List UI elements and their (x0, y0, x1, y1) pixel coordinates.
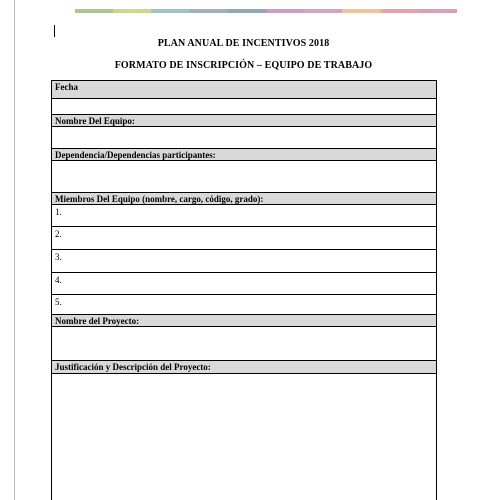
justificacion-field[interactable] (52, 374, 436, 500)
miembro-row-1[interactable]: 1. (52, 205, 436, 227)
proyecto-label: Nombre del Proyecto: (52, 315, 436, 327)
strip-segment-1 (75, 9, 113, 13)
strip-segment-10 (419, 9, 457, 13)
dependencia-field[interactable] (52, 161, 436, 193)
strip-segment-2 (113, 9, 151, 13)
strip-segment-6 (266, 9, 304, 13)
equipo-label: Nombre Del Equipo: (52, 115, 436, 127)
justificacion-label: Justificación y Descripción del Proyecto: (52, 361, 436, 374)
strip-segment-5 (228, 9, 266, 13)
miembro-row-3[interactable]: 3. (52, 250, 436, 273)
equipo-field[interactable] (52, 127, 436, 149)
text-cursor[interactable] (54, 25, 55, 37)
miembro-row-5[interactable]: 5. (52, 295, 436, 315)
document-title: PLAN ANUAL DE INCENTIVOS 2018 (157, 38, 330, 49)
miembro-row-2[interactable]: 2. (52, 227, 436, 250)
registration-form-table (51, 80, 437, 500)
strip-segment-7 (304, 9, 342, 13)
dependencia-label: Dependencia/Dependencias participantes: (52, 149, 436, 161)
fecha-label: Fecha (52, 81, 436, 99)
strip-segment-3 (151, 9, 189, 13)
fecha-field[interactable] (52, 99, 436, 115)
proyecto-field[interactable] (52, 327, 436, 361)
strip-segment-9 (381, 9, 419, 13)
miembros-label: Miembros Del Equipo (nombre, cargo, código, grado): (52, 193, 436, 205)
strip-segment-8 (342, 9, 380, 13)
document-subtitle: FORMATO DE INSCRIPCIÓN – EQUIPO DE TRABAJO (114, 60, 373, 71)
miembro-row-4[interactable]: 4. (52, 273, 436, 295)
page-edge (14, 0, 15, 500)
strip-segment-4 (190, 9, 228, 13)
header-color-strip (75, 9, 457, 13)
